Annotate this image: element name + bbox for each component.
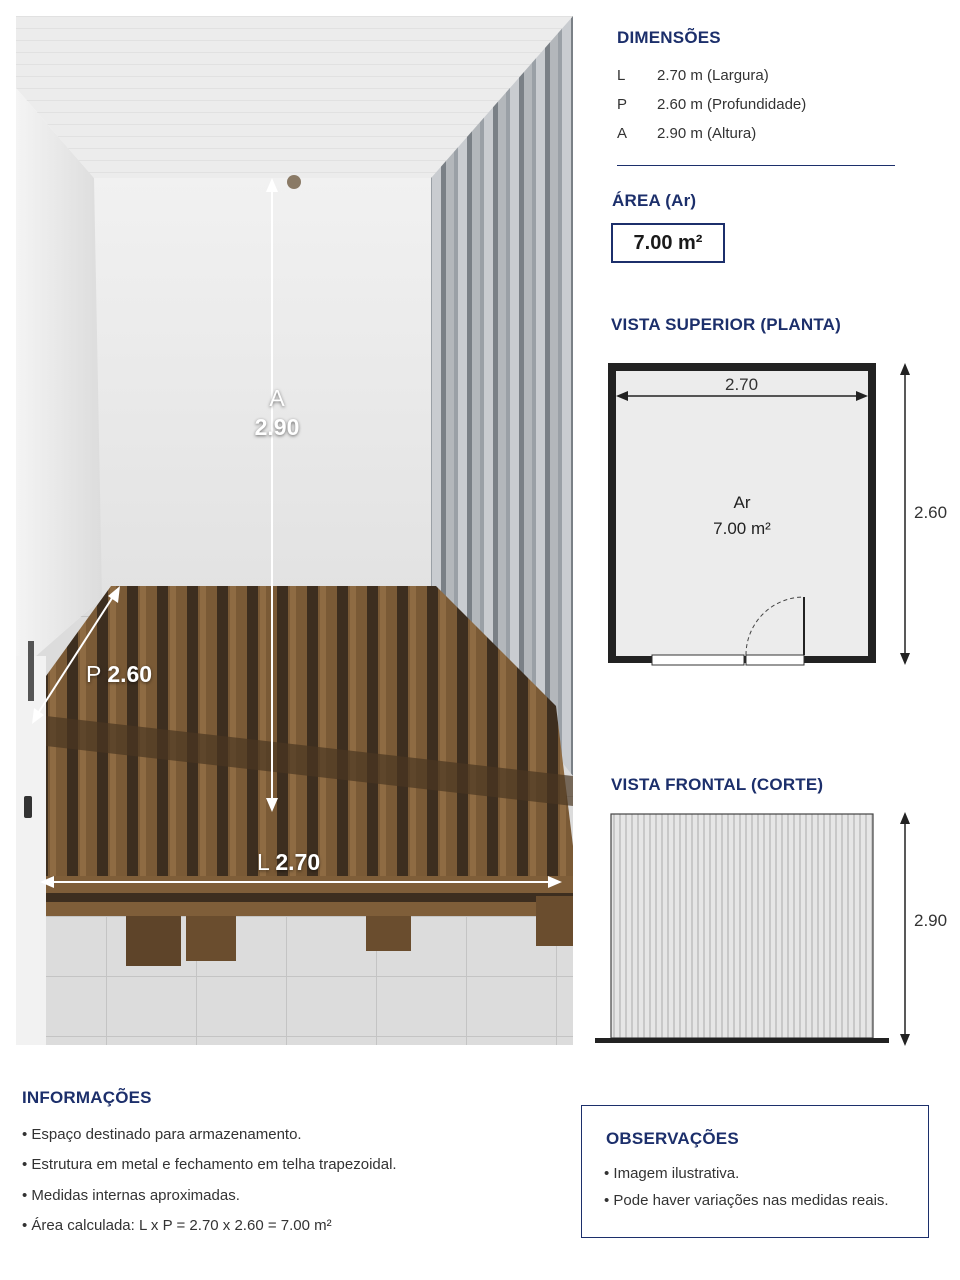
height-label-photo: [249, 384, 305, 442]
front-view-height-label: 2.90: [914, 911, 948, 930]
dimensions-heading: DIMENSÕES: [617, 28, 721, 47]
info-item: • Medidas internas aproximadas.: [22, 1187, 240, 1204]
top-view-area-symbol: Ar: [733, 493, 751, 512]
depth-key: P: [86, 661, 101, 687]
dimension-key: A: [617, 125, 628, 142]
observation-item: • Pode haver variações nas medidas reais.: [604, 1192, 889, 1209]
top-view-area-value: 7.00 m²: [713, 518, 771, 538]
dimension-row-height: [617, 125, 756, 142]
dimension-key: P: [617, 96, 628, 113]
dimension-key: L: [617, 67, 626, 84]
storage-room-photo: [16, 16, 573, 1045]
dimension-value: 2.90 m (Altura): [657, 125, 757, 142]
top-view-heading: VISTA SUPERIOR (PLANTA): [611, 315, 842, 334]
area-value: 7.00 m²: [633, 231, 703, 254]
depth-label-photo: [86, 660, 152, 689]
observations-heading: OBSERVAÇÕES: [606, 1129, 739, 1148]
top-view-area-label: [682, 490, 802, 541]
dimension-value: 2.70 m (Largura): [657, 67, 769, 84]
info-item: • Espaço destinado para armazenamento.: [22, 1126, 302, 1143]
front-view-heading: VISTA FRONTAL (CORTE): [611, 775, 824, 794]
width-key: L: [257, 849, 269, 875]
top-view-width-label: 2.70: [725, 375, 759, 394]
info-heading: INFORMAÇÕES: [22, 1088, 152, 1107]
front-panel: [611, 814, 873, 1038]
dimension-row-width: [617, 67, 769, 84]
info-item: • Estrutura em metal e fechamento em telha trapezoidal.: [22, 1156, 397, 1173]
height-key: A: [269, 385, 285, 411]
front-view-section: [595, 808, 915, 1048]
observation-item: • Imagem ilustrativa.: [604, 1165, 740, 1182]
width-value: 2.70: [275, 849, 321, 875]
top-view-depth-label: 2.60: [914, 503, 948, 522]
depth-value: 2.60: [107, 661, 153, 687]
dimension-row-depth: [617, 96, 806, 113]
info-item: • Área calculada: L x P = 2.70 x 2.60 = 7.00 m²: [22, 1217, 332, 1234]
plan-door-opening: [746, 655, 804, 665]
front-ground-line: [595, 1038, 889, 1043]
area-heading: ÁREA (Ar): [612, 191, 697, 210]
area-value-box: [611, 223, 725, 263]
width-label-photo: [257, 848, 320, 877]
plan-window: [652, 655, 744, 665]
dimensions-divider: [617, 165, 895, 166]
height-value: 2.90: [254, 413, 300, 440]
dimension-value: 2.60 m (Profundidade): [657, 96, 807, 113]
